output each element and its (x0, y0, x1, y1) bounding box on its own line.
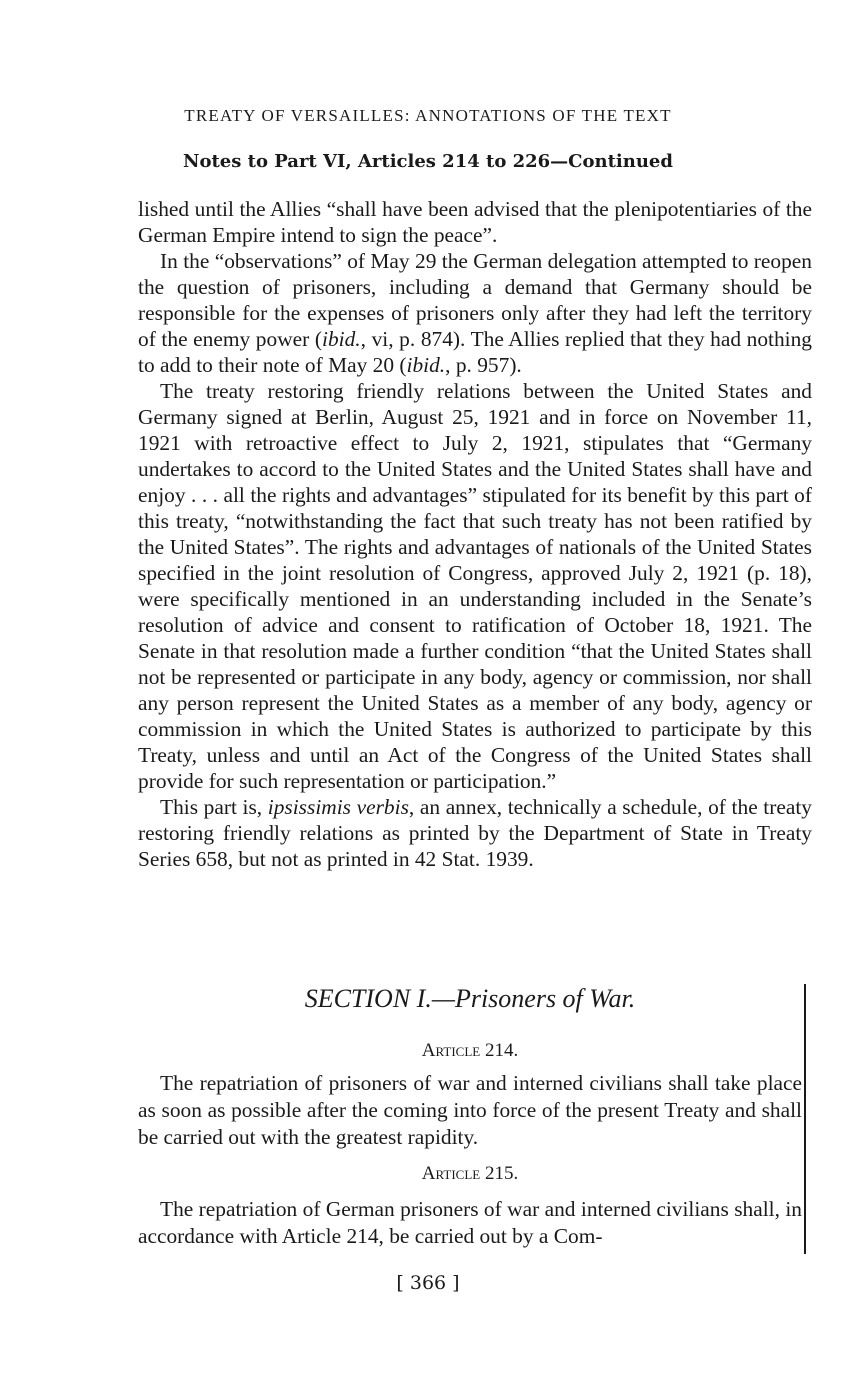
notes-text: In the “observations” of May 29 the German delegation attempted to reopen the question of prisoners, including a demand that Germany should be responsible for the expenses of prisoners only after they had left the territory of the enemy power ( (138, 249, 812, 351)
latin-phrase: ipsissimis verbis (267, 795, 409, 819)
running-head: TREATY OF VERSAILLES: ANNOTATIONS OF THE TEXT (184, 106, 672, 125)
notes-text: , an annex, technically a schedule, of the treaty restoring friendly relations as printed by the Department of State in Treaty Series 658, but not as printed in 42 Stat. 1939. (138, 795, 813, 871)
notes-paragraph (138, 794, 812, 872)
article-paragraph: The repatriation of German prisoners of war and interned civilians shall, in accordance with Article 214, be carried out by a Com- (138, 1197, 802, 1248)
notes-text: , vi, p. 874). The Allies replied that they had nothing to add to their note of May 20 ( (138, 327, 812, 377)
notes-body (138, 196, 812, 872)
article-214-text (138, 1070, 802, 1151)
notes-subhead: Notes to Part VI, Articles 214 to 226—Continued (183, 151, 673, 172)
article-paragraph: The repatriation of prisoners of war and interned civilians shall take place as soon as possible after the coming into force of the present Treaty and shall be carried out with the greatest rapidity. (138, 1071, 802, 1149)
page-number: [ 366 ] (396, 1272, 460, 1294)
article-214-heading: Article 214. (421, 1040, 519, 1061)
article-215-heading: Article 215. (421, 1163, 519, 1184)
notes-paragraph (138, 248, 812, 378)
notes-paragraph: The treaty restoring friendly relations between the United States and Germany signed at Berlin, August 25, 1921 and in force on November 11, 1921 with retroactive effect to July 2, 1921, stipulates that “Germany undertakes to accord to the United States and the United States shall have and enjoy . . . all the rights and advantages” stipulated for its benefit by this part of this treaty, “notwithstanding the fact that such treaty has not been ratified by the United States”. The rights and advantages of nationals of the United States specified in the joint resolution of Congress, approved July 2, 1921 (p. 18), were specifically mentioned in an understanding included in the Senate’s resolution of advice and consent to ratification of October 18, 1921. The Senate in that resolution made a further condition “that the United States shall not be represented or participate in any body, agency or commission, nor shall any person represent the United States as a member of any body, agency or commission in which the United States is authorized to participate by this Treaty, unless and until an Act of the Congress of the United States shall provide for such representation or participation.” (138, 379, 812, 793)
notes-text: This part is, (160, 795, 268, 819)
article-215-text (138, 1196, 802, 1250)
margin-rule (804, 984, 806, 1254)
section-title: SECTION I.—Prisoners of War. (304, 984, 636, 1013)
notes-text: , p. 957). (445, 353, 522, 377)
citation-ibid: ibid. (406, 353, 446, 377)
citation-ibid: ibid. (322, 327, 361, 351)
notes-paragraph: lished until the Allies “shall have been advised that the plenipotentiaries of the German Empire intend to sign the peace”. (138, 197, 812, 247)
